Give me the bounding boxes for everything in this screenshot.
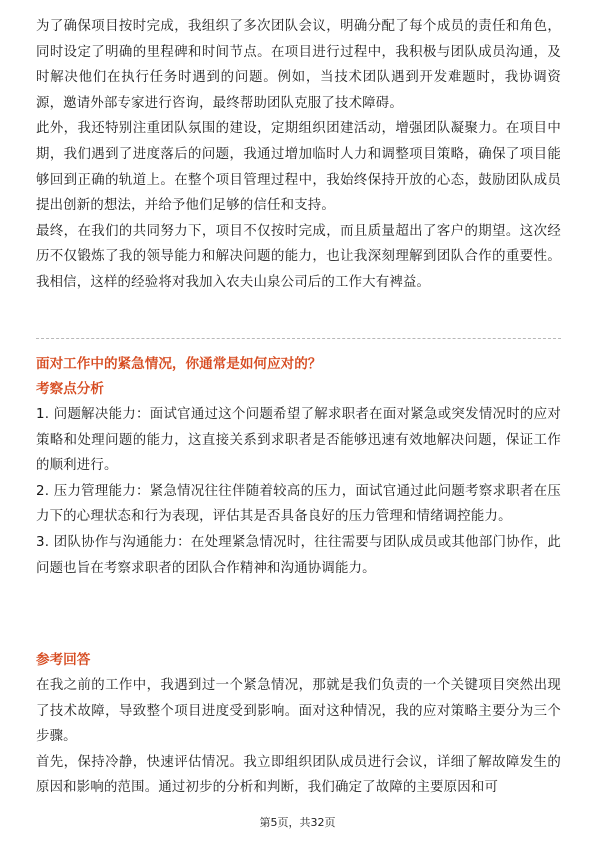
- analysis-item-2: 2. 压力管理能力：紧急情况往往伴随着较高的压力，面试官通过此问题考察求职者在压力下的心理状态和行为表现，评估其是否具备良好的压力管理和情绪调控能力。: [36, 483, 561, 525]
- page-number: 第5页，共32页: [259, 816, 336, 829]
- analysis-heading: 考察点分析: [36, 381, 104, 397]
- answer-section: [36, 648, 561, 801]
- analysis-item-3: 3. 团队协作与沟通能力：在处理紧急情况时，往往需要与团队成员或其他部门协作，此问题也旨在考察求职者的团队合作精神和沟通协调能力。: [36, 534, 561, 576]
- intro-paragraph-2: 此外，我还特别注重团队氛围的建设，定期组织团建活动，增强团队凝聚力。在项目中期，我们遇到了进度落后的问题，我通过增加临时人力和调整项目策略，确保了项目能够回到正确的轨道上。在整个项目管理过程中，我始终保持开放的心态，鼓励团队成员提出创新的想法，并给予他们足够的信任和支持。: [36, 121, 561, 214]
- section-divider: [36, 338, 561, 339]
- analysis-item-1: 1. 问题解决能力：面试官通过这个问题希望了解求职者在面对紧急或突发情况时的应对策略和处理问题的能力，这直接关系到求职者是否能够迅速有效地解决问题，保证工作的顺利进行。: [36, 407, 561, 474]
- question-heading: 面对工作中的紧急情况，你通常是如何应对的？: [36, 356, 322, 372]
- question-section: [36, 352, 561, 581]
- answer-paragraph-2: 首先，保持冷静，快速评估情况。我立即组织团队成员进行会议，详细了解故障发生的原因和影响的范围。通过初步的分析和判断，我们确定了故障的主要原因和可: [36, 754, 561, 796]
- intro-paragraph-3: 最终，在我们的共同努力下，项目不仅按时完成，而且质量超出了客户的期望。这次经历不仅锻炼了我的领导能力和解决问题的能力，也让我深刻理解到团队合作的重要性。我相信，这样的经验将对我加入农夫山泉公司后的工作大有裨益。: [36, 223, 561, 290]
- intro-section: [36, 14, 561, 296]
- answer-heading: 参考回答: [36, 652, 91, 668]
- answer-paragraph-1: 在我之前的工作中，我遇到过一个紧急情况，那就是我们负责的一个关键项目突然出现了技术故障，导致整个项目进度受到影响。面对这种情况，我的应对策略主要分为三个步骤。: [36, 678, 561, 745]
- intro-paragraph-1: 为了确保项目按时完成，我组织了多次团队会议，明确分配了每个成员的责任和角色，同时设定了明确的里程碑和时间节点。在项目进行过程中，我积极与团队成员沟通，及时解决他们在执行任务时遇到的问题。例如，当技术团队遇到开发难题时，我协调资源，邀请外部专家进行咨询，最终帮助团队克服了技术障碍。: [36, 19, 561, 111]
